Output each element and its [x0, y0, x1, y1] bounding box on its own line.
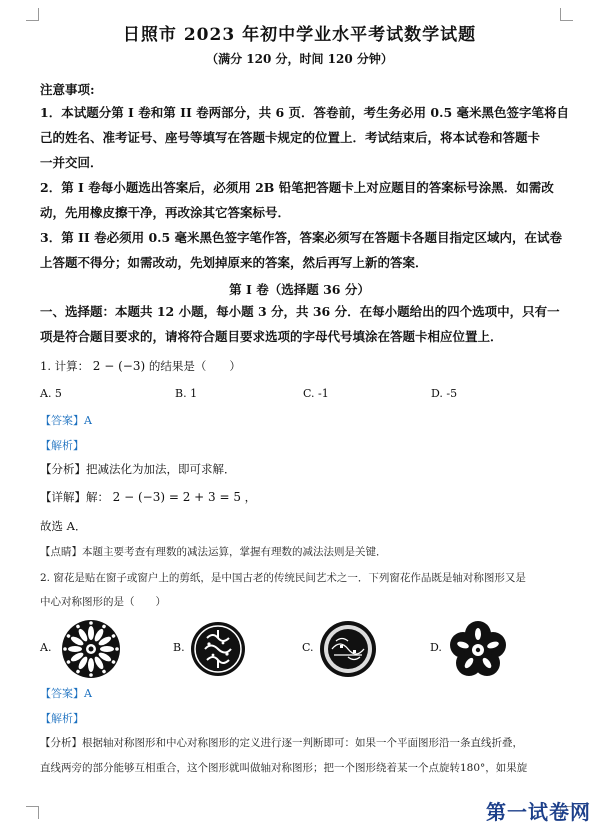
q2-answer-tag: 【答案】A	[40, 687, 92, 700]
q2-option-d-label: D.	[430, 641, 442, 654]
notice-item-2-line-1: 2．第 I 卷每小题选出答案后，必须用 2B 铅笔把答题卡上对应题目的答案标号涂黑．如需改	[40, 180, 554, 195]
q1-detail	[40, 489, 256, 505]
q1-comment: 【点睛】本题主要考查有理数的减法运算，掌握有理数的减法法则是关键．	[40, 546, 387, 558]
q2-option-d-paper-cut-icon	[448, 620, 508, 678]
watermark-logo: 第一试卷网	[486, 800, 591, 824]
q1-detail-prefix: 【详解】解：	[40, 490, 109, 504]
q1-conclusion: 故选 A．	[40, 519, 87, 533]
section-title: 第 I 卷（选择题 36 分）	[229, 282, 370, 297]
q1-analysis-tag: 【解析】	[40, 439, 84, 452]
q2-analysis-tag: 【解析】	[40, 712, 84, 725]
q1-detail-suffix: ，	[244, 490, 257, 504]
q2-option-c-label: C.	[302, 641, 314, 654]
notice-heading: 注意事项:	[40, 82, 95, 97]
q1-option-c: C. -1	[303, 387, 329, 400]
section-intro-line-1: 一、选择题：本题共 12 小题，每小题 3 分，共 36 分．在每小题给出的四个选项中，只有一	[40, 304, 560, 319]
q2-option-a-label: A.	[40, 641, 52, 654]
notice-item-1-line-3: 一并交回．	[40, 155, 103, 170]
q1-option-a: A. 5	[40, 387, 62, 400]
q2-option-a-paper-cut-icon	[60, 618, 122, 680]
crop-mark-bottom-left	[26, 806, 39, 819]
q2-stem-line-2: 中心对称图形的是（ ）	[40, 596, 166, 608]
notice-item-3-line-2: 上答题不得分；如需改动，先划掉原来的答案，然后再写上新的答案．	[40, 255, 428, 270]
q1-detail-expression: 2 − (−3) = 2 + 3 = 5	[112, 490, 241, 504]
q1-suffix: 的结果是（ ）	[148, 359, 241, 373]
page-subtitle: （满分 120 分，时间 120 分钟）	[206, 52, 393, 66]
notice-item-3-line-1: 3．第 II 卷必须用 0.5 毫米黑色签字笔作答，答案必须写在答题卡各题目指定区域内，在试卷	[40, 230, 563, 245]
q2-analysis-line-2: 直线两旁的部分能够互相重合，这个图形就叫做轴对称图形；把一个图形绕着某一个点旋转180°，如果旋	[40, 762, 528, 774]
q1-option-d: D. -5	[431, 387, 458, 400]
notice-item-2-line-2: 动，先用橡皮擦干净，再改涂其它答案标号．	[40, 205, 291, 220]
notice-item-1-line-2: 己的姓名、准考证号、座号等填写在答题卡规定的位置上．考试结束后，将本试卷和答题卡	[40, 130, 541, 145]
q1-option-b: B. 1	[175, 387, 198, 400]
q2-stem-line-1: 2. 窗花是贴在窗子或窗户上的剪纸，是中国古老的传统民间艺术之一．下列窗花作品既是轴对称图形又是	[40, 572, 526, 584]
q2-analysis-line-1: 【分析】根据轴对称图形和中心对称图形的定义进行逐一判断即可：如果一个平面图形沿一条直线折叠，	[40, 737, 523, 749]
section-intro-line-2: 项是符合题目要求的，请将符合题目要求选项的字母代号填涂在答题卡相应位置上．	[40, 329, 503, 344]
q2-option-c-paper-cut-icon	[318, 619, 378, 679]
q2-option-b-paper-cut-icon	[189, 620, 247, 678]
q1-analysis: 【分析】把减法化为加法，即可求解．	[40, 462, 236, 476]
notice-item-1-line-1: 1．本试题分第 I 卷和第 II 卷两部分，共 6 页．答卷前，考生务必用 0.5 毫米黑色签字笔将自	[40, 105, 569, 120]
page-title: 日照市 2023 年初中学业水平考试数学试题	[122, 25, 477, 45]
q1-prefix: 1. 计算：	[40, 359, 90, 373]
q1-expression: 2 − (−3)	[92, 359, 146, 373]
q1-answer-tag: 【答案】A	[40, 414, 92, 427]
q2-option-b-label: B.	[173, 641, 185, 654]
q1-stem	[40, 358, 241, 374]
